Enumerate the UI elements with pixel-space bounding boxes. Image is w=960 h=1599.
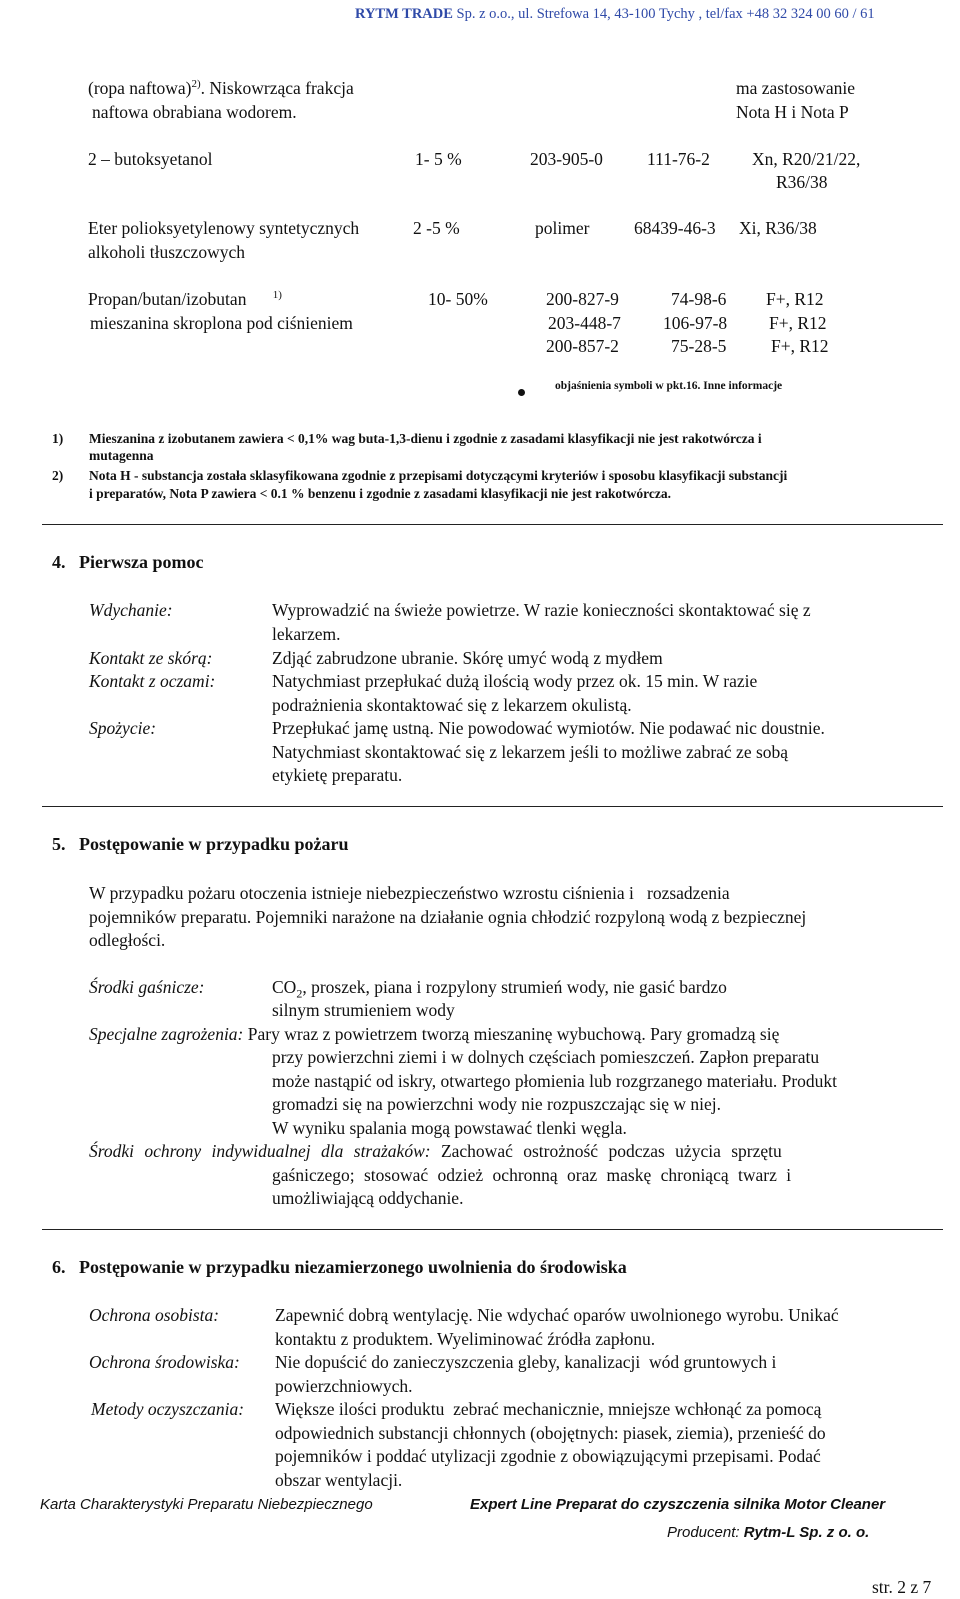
s5-protection-2: gaśniczego; stosować odzież ochronną oraz maskę chroniącą twarz i [272, 1165, 792, 1185]
s4-text-eyes-1: Natychmiast przepłukać dużą ilością wody przez ok. 15 min. W razie [272, 671, 758, 691]
s6-text-personal-2: kontaktu z produktem. Wyeliminować źródła zapłonu. [275, 1329, 656, 1349]
row3-cas-2: 106-97-8 [663, 313, 728, 333]
note-2-line1: Nota H - substancja została sklasyfikowana zgodnie z przepisami dotyczącymi kryteriów i sposobu klasyfikacji substancji [89, 468, 788, 483]
s6-text-cleanup-3: pojemników i poddać utylizacji zgodnie z obowiązującymi przepisami. Podać [275, 1446, 821, 1466]
s4-label-eyes: Kontakt z oczami: [89, 671, 216, 691]
row0-class-cont: Nota H i Nota P [736, 102, 849, 122]
s5-intro-1: W przypadku pożaru otoczenia istnieje niebezpieczeństwo wzrostu ciśnienia i rozsadzenia [89, 883, 730, 903]
bullet-dot-icon [518, 389, 525, 396]
s5-hazards-2: przy powierzchni ziemi i w dolnych częściach pomieszczeń. Zapłon preparatu [272, 1047, 820, 1067]
s6-text-cleanup-1: Większe ilości produktu zebrać mechanicznie, mniejsze wchłonąć za pomocą [275, 1399, 822, 1419]
s5-hazards-3: może nastąpić od iskry, otwartego płomienia lub rozgrzanego materiału. Produkt [272, 1071, 838, 1091]
row3-cas-3: 75-28-5 [671, 336, 727, 356]
row0-name-cont: naftowa obrabiana wodorem. [92, 102, 297, 122]
row0-class: ma zastosowanie [736, 78, 856, 98]
s5-protection-line-1: Środki ochrony indywidualnej dla strażaków: Zachować ostrożność podczas użycia sprzętu [89, 1141, 782, 1161]
row3-class-2: F+, R12 [769, 313, 827, 333]
page-number: str. 2 z 7 [872, 1577, 932, 1597]
divider [42, 1229, 943, 1230]
section-6-title: 6. Postępowanie w przypadku niezamierzonego uwolnienia do środowiska [52, 1257, 627, 1277]
s5-hazards-line-1: Specjalne zagrożenia: Pary wraz z powietrzem tworzą mieszaninę wybuchową. Pary gromadzą się [89, 1024, 780, 1044]
footer-left: Karta Charakterystyki Preparatu Niebezpiecznego [40, 1496, 373, 1513]
s6-label-personal: Ochrona osobista: [89, 1305, 220, 1325]
divider [42, 806, 943, 807]
footer-right: Expert Line Preparat do czyszczenia silnika Motor Cleaner [470, 1496, 886, 1513]
row2-class: Xi, R36/38 [739, 218, 817, 238]
row1-class: Xn, R20/21/22, [752, 149, 861, 169]
s5-label-hazards: Specjalne zagrożenia: [89, 1024, 244, 1044]
section-4-title: 4. Pierwsza pomoc [52, 552, 204, 572]
row3-cas-1: 74-98-6 [671, 289, 727, 309]
row2-ec: polimer [535, 218, 590, 238]
note-1-line2: mutagenna [89, 448, 154, 463]
s6-text-cleanup-2: odpowiednich substancji chłonnych (obojętnych: piasek, ziemia), przenieść do [275, 1423, 826, 1443]
s4-label-skin: Kontakt ze skórą: [89, 648, 213, 668]
row3-ec-3: 200-857-2 [546, 336, 619, 356]
s5-label-extinguishing: Środki gaśnicze: [89, 977, 205, 997]
s6-label-environment: Ochrona środowiska: [89, 1352, 240, 1372]
note-2-num: 2) [52, 468, 64, 483]
row3-name-cont: mieszanina skroplona pod ciśnieniem [90, 313, 353, 333]
row3-ec-2: 203-448-7 [548, 313, 621, 333]
company-address: Sp. z o.o., ul. Strefowa 14, 43-100 Tychy , tel/fax +48 32 324 00 60 / 61 [456, 6, 875, 22]
symbols-note: objaśnienia symboli w pkt.16. Inne informacje [555, 380, 783, 392]
s5-text-extinguishing-2: silnym strumieniem wody [272, 1000, 455, 1020]
s6-label-cleanup: Metody oczyszczania: [91, 1399, 245, 1419]
row1-ec: 203-905-0 [530, 149, 603, 169]
section-5-title: 5. Postępowanie w przypadku pożaru [52, 834, 349, 854]
row1-cas: 111-76-2 [647, 149, 710, 169]
divider [42, 524, 943, 525]
s4-text-eyes-2: podrażnienia skontaktować się z lekarzem okulistą. [272, 695, 632, 715]
row2-cas: 68439-46-3 [634, 218, 716, 238]
s5-label-protection: Środki ochrony indywidualnej dla strażaków: [89, 1141, 431, 1161]
s4-text-ingestion-1: Przepłukać jamę ustną. Nie powodować wymiotów. Nie podawać nic doustnie. [272, 718, 825, 738]
s4-label-ingestion: Spożycie: [89, 718, 157, 738]
row2-name-cont: alkoholi tłuszczowych [88, 242, 245, 262]
row0-name: (ropa naftowa)$^{2)}$. Niskowrząca frakcja [88, 78, 354, 98]
row3-name: Propan/butan/izobutan $^{1)}$ [88, 289, 282, 309]
s6-text-personal-1: Zapewnić dobrą wentylację. Nie wdychać oparów uwolnionego wyrobu. Unikać [275, 1305, 839, 1325]
s4-text-ingestion-3: etykietę preparatu. [272, 765, 403, 785]
row1-conc: 1- 5 % [415, 149, 462, 169]
page-header [355, 6, 875, 23]
row3-ec-1: 200-827-9 [546, 289, 619, 309]
note-1-line1: Mieszanina z izobutanem zawiera < 0,1% wag buta-1,3-dienu i zgodnie z zasadami klasyfikacji nie jest rakotwórcza i [89, 431, 762, 446]
company-name: RYTM TRADE [355, 6, 453, 22]
row1-name: 2 – butoksyetanol [88, 149, 213, 169]
row3-conc: 10- 50% [428, 289, 488, 309]
s4-text-skin-1: Zdjąć zabrudzone ubranie. Skórę umyć wodą z mydłem [272, 648, 663, 668]
s4-text-inhalation-1: Wyprowadzić na świeże powietrze. W razie konieczności skontaktować się z [272, 600, 811, 620]
s5-protection-3: umożliwiającą oddychanie. [272, 1188, 464, 1208]
row1-class-cont: R36/38 [776, 172, 828, 192]
note-1-num: 1) [52, 431, 64, 446]
s6-text-cleanup-4: obszar wentylacji. [275, 1470, 403, 1490]
s5-hazards-4: gromadzi się na powierzchni wody nie rozpuszczając się w niej. [272, 1094, 721, 1114]
footer-producer: Producent: Rytm-L Sp. z o. o. [667, 1524, 870, 1541]
s5-text-extinguishing-1: $CO_2$, proszek, piana i rozpylony strumień wody, nie gasić bardzo [272, 977, 727, 1001]
s4-label-inhalation: Wdychanie: [89, 600, 173, 620]
s4-text-ingestion-2: Natychmiast skontaktować się z lekarzem jeśli to możliwe zabrać ze sobą [272, 742, 789, 762]
s5-intro-2: pojemników preparatu. Pojemniki narażone na działanie ognia chłodzić rozpyloną wodą z bezpiecznej [89, 907, 807, 927]
s6-text-environment-2: powierzchniowych. [275, 1376, 413, 1396]
row2-conc: 2 -5 % [413, 218, 460, 238]
row3-class-1: F+, R12 [766, 289, 824, 309]
s5-hazards-5: W wyniku spalania mogą powstawać tlenki węgla. [272, 1118, 627, 1138]
note-2-line2: i preparatów, Nota P zawiera < 0.1 % benzenu i zgodnie z zasadami klasyfikacji nie jest rakotwórcza. [89, 486, 672, 501]
s6-text-environment-1: Nie dopuścić do zanieczyszczenia gleby, kanalizacji wód gruntowych i [275, 1352, 777, 1372]
row2-name: Eter polioksyetylenowy syntetycznych [88, 218, 360, 238]
s4-text-inhalation-2: lekarzem. [272, 624, 341, 644]
s5-intro-3: odległości. [89, 930, 166, 950]
row3-class-3: F+, R12 [771, 336, 829, 356]
